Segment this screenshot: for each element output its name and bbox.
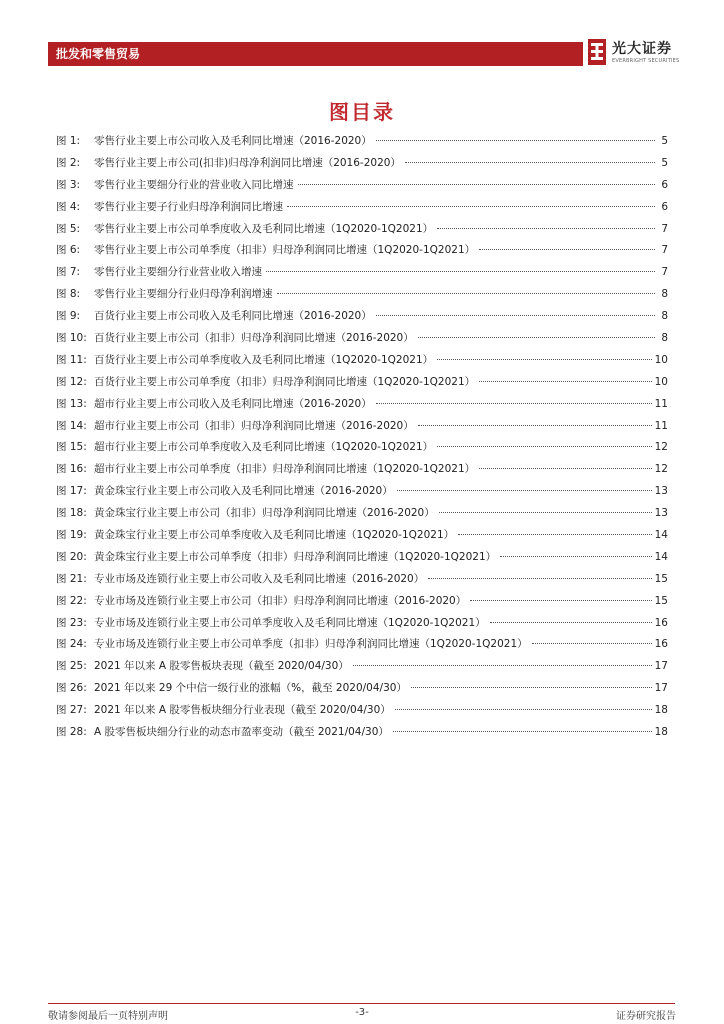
toc-entry-text: 2021 年以来 A 股零售板块表现（截至 2020/04/30） xyxy=(94,660,349,673)
toc-entry-leader xyxy=(470,600,651,601)
toc-entry-label: 图 9: xyxy=(56,310,81,323)
toc-entry-leader xyxy=(376,403,652,404)
toc-entry[interactable] xyxy=(56,372,668,394)
toc-entry-label: 图 28: xyxy=(56,726,87,739)
footer-disclaimer: 敬请参阅最后一页特别声明 xyxy=(48,1011,168,1022)
toc-entry-text: 超市行业主要上市公司单季度（扣非）归母净利润同比增速（1Q2020-1Q2021） xyxy=(94,463,476,476)
toc-entry-page: 15 xyxy=(654,572,668,585)
toc-entry-label: 图 23: xyxy=(56,616,87,629)
toc-entry-label: 图 21: xyxy=(56,572,87,585)
toc-entry-page: 7 xyxy=(661,244,668,257)
toc-entry[interactable] xyxy=(56,525,668,547)
toc-entry-text: 超市行业主要上市公司收入及毛利同比增速（2016-2020） xyxy=(94,397,372,410)
toc-entry[interactable] xyxy=(56,328,668,350)
toc-entry-page: 12 xyxy=(654,441,668,454)
toc-entry-page: 13 xyxy=(654,507,668,520)
toc-entry-label: 图 5: xyxy=(56,222,81,235)
toc-entry-page: 13 xyxy=(654,485,668,498)
toc-entry-text: 零售行业主要细分行业的营业收入同比增速 xyxy=(94,178,294,191)
toc-entry-page: 10 xyxy=(654,353,668,366)
toc-entry-text: 零售行业主要细分行业营业收入增速 xyxy=(94,266,262,279)
toc-entry-leader xyxy=(437,228,655,229)
toc-entry-text: 超市行业主要上市公司（扣非）归母净利润同比增速（2016-2020） xyxy=(94,419,414,432)
toc-entry[interactable] xyxy=(56,284,668,306)
toc-entry[interactable] xyxy=(56,613,668,635)
toc-entry-page: 15 xyxy=(654,594,668,607)
toc-entry-label: 图 6: xyxy=(56,244,81,257)
toc-entry[interactable] xyxy=(56,678,668,700)
toc-entry-page: 18 xyxy=(654,704,668,717)
toc-entry-label: 图 8: xyxy=(56,288,81,301)
toc-entry-text: 黄金珠宝行业主要上市公司单季度收入及毛利同比增速（1Q2020-1Q2021） xyxy=(94,529,455,542)
toc-entry-page: 6 xyxy=(661,178,668,191)
toc-entry-text: 专业市场及连锁行业主要上市公司单季度收入及毛利同比增速（1Q2020-1Q2021） xyxy=(94,616,486,629)
toc-entry[interactable] xyxy=(56,656,668,678)
toc-entry-leader xyxy=(397,490,652,491)
toc-entry-page: 12 xyxy=(654,463,668,476)
footer-divider xyxy=(48,1003,675,1004)
toc-entry-leader xyxy=(298,184,656,185)
toc-entry[interactable] xyxy=(56,700,668,722)
toc-entry[interactable] xyxy=(56,350,668,372)
toc-entry-leader xyxy=(500,556,652,557)
toc-entry[interactable] xyxy=(56,394,668,416)
toc-entry-label: 图 22: xyxy=(56,594,87,607)
toc-entry-text: 专业市场及连锁行业主要上市公司收入及毛利同比增速（2016-2020） xyxy=(94,572,425,585)
toc-entry[interactable] xyxy=(56,547,668,569)
toc-entry-text: A 股零售板块细分行业的动态市盈率变动（截至 2021/04/30） xyxy=(94,726,389,739)
toc-entry[interactable] xyxy=(56,416,668,438)
toc-entry-label: 图 26: xyxy=(56,682,87,695)
toc-entry-leader xyxy=(428,578,651,579)
everbright-logo-icon xyxy=(588,39,606,65)
toc-entry-label: 图 20: xyxy=(56,550,87,563)
toc-entry-leader xyxy=(479,249,655,250)
toc-entry-text: 超市行业主要上市公司单季度收入及毛利同比增速（1Q2020-1Q2021） xyxy=(94,441,434,454)
toc-entry-label: 图 16: xyxy=(56,463,87,476)
toc-entry-page: 8 xyxy=(661,310,668,323)
toc-entry[interactable] xyxy=(56,569,668,591)
toc-entry-text: 零售行业主要上市公司单季度（扣非）归母净利润同比增速（1Q2020-1Q2021） xyxy=(94,244,476,257)
toc-entry[interactable] xyxy=(56,722,668,744)
toc-entry[interactable] xyxy=(56,591,668,613)
toc-entry-text: 零售行业主要上市公司(扣非)归母净利润同比增速（2016-2020） xyxy=(94,156,401,169)
toc-entry-leader xyxy=(418,337,655,338)
toc-entry-leader xyxy=(479,468,652,469)
toc-entry-page: 7 xyxy=(661,222,668,235)
toc-entry-label: 图 13: xyxy=(56,397,87,410)
toc-entry-label: 图 7: xyxy=(56,266,81,279)
toc-entry[interactable] xyxy=(56,175,668,197)
toc-entry[interactable] xyxy=(56,306,668,328)
toc-entry-text: 零售行业主要上市公司单季度收入及毛利同比增速（1Q2020-1Q2021） xyxy=(94,222,434,235)
toc-entry-leader xyxy=(418,425,652,426)
toc-entry-label: 图 12: xyxy=(56,375,87,388)
toc-entry-text: 零售行业主要细分行业归母净利润增速 xyxy=(94,288,273,301)
toc-entry-leader xyxy=(437,446,652,447)
toc-entry-label: 图 19: xyxy=(56,529,87,542)
toc-entry-leader xyxy=(353,665,652,666)
toc-entry-label: 图 24: xyxy=(56,638,87,651)
toc-entry-label: 图 3: xyxy=(56,178,81,191)
toc-entry-leader xyxy=(376,140,655,141)
toc-entry-page: 5 xyxy=(661,156,668,169)
toc-entry-text: 零售行业主要子行业归母净利润同比增速 xyxy=(94,200,283,213)
toc-entry-page: 7 xyxy=(661,266,668,279)
toc-entry-text: 黄金珠宝行业主要上市公司单季度（扣非）归母净利润同比增速（1Q2020-1Q2021） xyxy=(94,550,497,563)
toc-entry[interactable] xyxy=(56,634,668,656)
toc-entry-label: 图 17: xyxy=(56,485,87,498)
toc-entry-text: 2021 年以来 29 个中信一级行业的涨幅（%，截至 2020/04/30） xyxy=(94,682,407,695)
toc-entry-label: 图 25: xyxy=(56,660,87,673)
toc-entry-leader xyxy=(393,731,652,732)
toc-list xyxy=(56,131,668,744)
toc-entry-leader xyxy=(437,359,652,360)
toc-entry-page: 17 xyxy=(654,682,668,695)
toc-entry-text: 百货行业主要上市公司单季度收入及毛利同比增速（1Q2020-1Q2021） xyxy=(94,353,434,366)
toc-entry-text: 百货行业主要上市公司收入及毛利同比增速（2016-2020） xyxy=(94,310,372,323)
toc-entry[interactable] xyxy=(56,153,668,175)
toc-entry-leader xyxy=(458,534,652,535)
footer-doc-type: 证券研究报告 xyxy=(616,1011,676,1022)
toc-entry[interactable] xyxy=(56,131,668,153)
section-title: 批发和零售贸易 xyxy=(56,47,141,61)
toc-entry[interactable] xyxy=(56,262,668,284)
toc-entry[interactable] xyxy=(56,481,668,503)
toc-entry-text: 专业市场及连锁行业主要上市公司单季度（扣非）归母净利润同比增速（1Q2020-1Q2021） xyxy=(94,638,528,651)
toc-entry-label: 图 1: xyxy=(56,135,81,147)
toc-entry-page: 16 xyxy=(654,638,668,651)
toc-entry-leader xyxy=(479,381,652,382)
toc-entry-text: 黄金珠宝行业主要上市公司收入及毛利同比增速（2016-2020） xyxy=(94,485,393,498)
toc-entry-leader xyxy=(395,709,652,710)
toc-entry-page: 5 xyxy=(661,135,668,147)
toc-entry-leader xyxy=(266,271,655,272)
toc-entry-page: 11 xyxy=(654,397,668,410)
toc-entry-page: 10 xyxy=(654,375,668,388)
toc-entry[interactable] xyxy=(56,459,668,481)
toc-entry-text: 2021 年以来 A 股零售板块细分行业表现（截至 2020/04/30） xyxy=(94,704,391,717)
toc-entry-label: 图 4: xyxy=(56,200,81,213)
toc-entry-label: 图 11: xyxy=(56,353,87,366)
toc-entry-page: 8 xyxy=(661,288,668,301)
toc-entry[interactable] xyxy=(56,197,668,219)
toc-entry-page: 11 xyxy=(654,419,668,432)
toc-entry[interactable] xyxy=(56,219,668,241)
toc-entry[interactable] xyxy=(56,240,668,262)
toc-entry-page: 8 xyxy=(661,332,668,345)
toc-entry-text: 百货行业主要上市公司单季度（扣非）归母净利润同比增速（1Q2020-1Q2021） xyxy=(94,375,476,388)
toc-entry-page: 18 xyxy=(654,726,668,739)
toc-entry-page: 17 xyxy=(654,660,668,673)
toc-entry-leader xyxy=(490,622,652,623)
toc-entry-leader xyxy=(405,162,655,163)
toc-title: 图目录 xyxy=(329,100,395,124)
toc-entry-leader xyxy=(532,643,652,644)
toc-entry-text: 零售行业主要上市公司收入及毛利同比增速（2016-2020） xyxy=(94,135,372,147)
toc-entry-label: 图 27: xyxy=(56,704,87,717)
toc-entry-text: 百货行业主要上市公司（扣非）归母净利润同比增速（2016-2020） xyxy=(94,332,414,345)
toc-entry-label: 图 15: xyxy=(56,441,87,454)
brand-logo xyxy=(588,38,688,68)
toc-entry-leader xyxy=(376,315,655,316)
toc-entry-text: 专业市场及连锁行业主要上市公司（扣非）归母净利润同比增速（2016-2020） xyxy=(94,594,467,607)
toc-entry-leader xyxy=(277,293,656,294)
toc-entry-text: 黄金珠宝行业主要上市公司（扣非）归母净利润同比增速（2016-2020） xyxy=(94,507,435,520)
toc-entry-label: 图 2: xyxy=(56,156,81,169)
toc-entry-page: 14 xyxy=(654,550,668,563)
toc-entry[interactable] xyxy=(56,437,668,459)
toc-entry-leader xyxy=(287,206,655,207)
toc-entry-label: 图 10: xyxy=(56,332,87,345)
footer-page-number: -3- xyxy=(355,1007,369,1018)
brand-name-cn: 光大证券 xyxy=(612,41,672,57)
toc-entry-leader xyxy=(411,687,652,688)
toc-entry-page: 6 xyxy=(661,200,668,213)
toc-entry-leader xyxy=(439,512,652,513)
toc-entry-label: 图 18: xyxy=(56,507,87,520)
brand-name-en: EVERBRIGHT SECURITIES xyxy=(612,58,680,64)
toc-entry[interactable] xyxy=(56,503,668,525)
toc-entry-page: 14 xyxy=(654,529,668,542)
toc-entry-label: 图 14: xyxy=(56,419,87,432)
toc-entry-page: 16 xyxy=(654,616,668,629)
